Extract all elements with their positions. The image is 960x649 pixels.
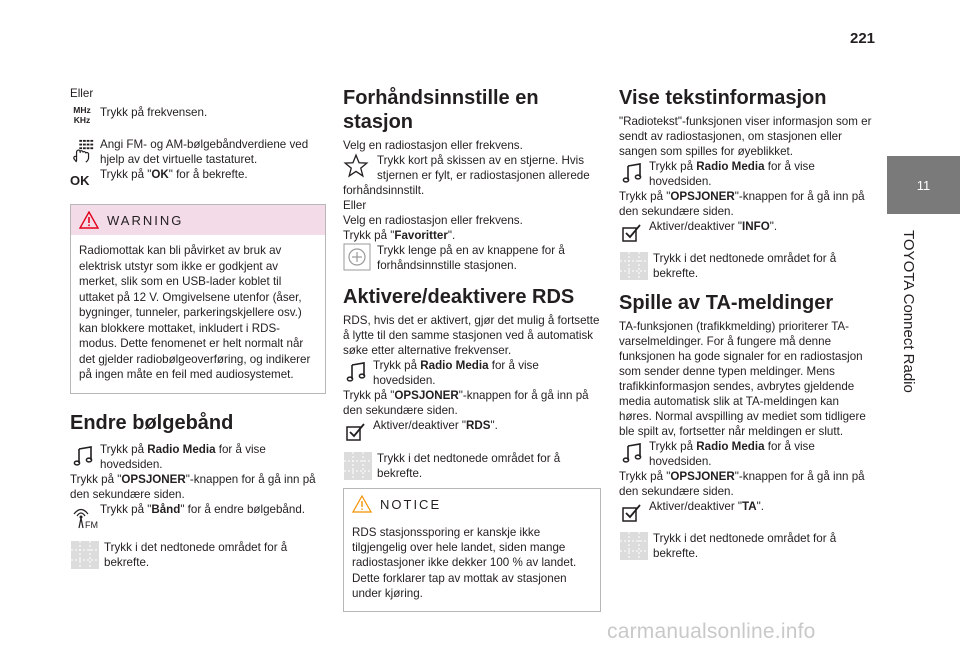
music-note-icon <box>343 360 369 384</box>
keyboard-icon <box>70 139 96 163</box>
column-3 <box>619 86 875 561</box>
checkbox-icon <box>343 420 369 444</box>
preset-intro: Velg en radiostasjon eller frekvens. <box>343 139 523 152</box>
ta-step-radio-media: Trykk på Radio Media for å vise hovedsiden. <box>619 439 875 469</box>
column-1 <box>70 86 326 570</box>
text-info-intro: "Radiotekst"-funksjonen viser informasjon som er sendt av radiostasjonen, om stasjonen eller sangen som spilles for øyeblikket. <box>619 115 872 158</box>
warning-text: Radiomottak kan bli påvirket av bruk av elektrisk utstyr som ikke er godkjent av merket, slik som en USB-lader koblet til uttaket på 12 V. Omgivelsene utenfor (åser, bygninger, tunneler, parkeringskjellere osv.) kan blokkere mottaket, inkludert i RDS-modus. Dette fenomenet er helt normalt når det gjelder radiobølgeoverføring, og indikerer på ingen måte en feil med audiosystemet. <box>79 244 311 381</box>
chapter-label-text: TOYOTA Connect Radio <box>900 230 917 393</box>
text-options-line: Trykk på "OPSJONER"-knappen for å gå inn på den sekundære siden. <box>619 190 865 218</box>
band-options-line: Trykk på "OPSJONER"-knappen for å gå inn på den sekundære siden. <box>70 472 316 501</box>
fm-radio-icon <box>70 502 100 530</box>
text-step-toggle: Aktiver/deaktiver "INFO". <box>619 219 875 245</box>
band-step-radio-media: Trykk på Radio Media for å vise hovedsiden. <box>70 442 326 472</box>
step-keyboard: Angi FM- og AM-bølgebåndverdiene ved hjelp av det virtuelle tastaturet. <box>70 137 326 167</box>
rds-step-confirm: Trykk i det nedtonede området for å bekrefte. <box>343 451 601 481</box>
warning-header <box>71 205 325 235</box>
step-ok: OK Trykk på "OK" for å bekrefte. <box>70 167 326 191</box>
music-note-icon <box>619 161 645 185</box>
mhz-khz-icon: MHz KHz <box>73 105 91 125</box>
rds-options-line: Trykk på "OPSJONER"-knappen for å gå inn på den sekundære siden. <box>343 389 589 417</box>
heading-ta: Spille av TA-meldinger <box>619 292 834 314</box>
notice-triangle-icon <box>352 495 372 513</box>
warning-triangle-icon <box>79 211 99 229</box>
warning-title: WARNING <box>107 212 184 228</box>
heading-band: Endre bølgebånd <box>70 411 234 434</box>
band-step-band: FM Trykk på "Bånd" for å endre bølgebånd. <box>70 502 326 532</box>
rds-intro: RDS, hvis det er aktivert, gjør det mulig å fortsette å lytte til den samme stasjonen ved å automatisk søke etter alternative frekvenser. <box>343 314 600 357</box>
preset-favorites-line: Trykk på "Favoritter". <box>343 229 456 242</box>
rds-step-toggle: Aktiver/deaktiver "RDS". <box>343 418 601 444</box>
text-step-confirm: Trykk i det nedtonede området for å bekrefte. <box>619 251 875 281</box>
fm-icon-label: FM <box>85 519 98 530</box>
notice-header <box>344 489 600 519</box>
page-number: 221 <box>850 30 876 47</box>
eller-text: Eller <box>70 87 94 100</box>
heading-text-info: Vise tekstinformasjon <box>619 87 827 109</box>
preset-eller: Eller <box>343 199 367 212</box>
checkbox-icon <box>619 221 645 245</box>
music-note-icon <box>70 444 96 468</box>
preset-step-longpress: Trykk lenge på en av knappene for å forhåndsinnstille stasjonen. <box>343 243 601 273</box>
notice-title: NOTICE <box>380 496 442 512</box>
music-note-icon <box>619 441 645 465</box>
notice-box <box>343 488 601 612</box>
confirm-area-icon <box>619 251 649 281</box>
star-icon <box>343 153 369 179</box>
band-step-confirm: Trykk i det nedtonede området for å bekrefte. <box>70 540 326 570</box>
confirm-area-icon <box>343 451 373 481</box>
column-2 <box>343 86 601 612</box>
ta-options-line: Trykk på "OPSJONER"-knappen for å gå inn på den sekundære siden. <box>619 470 865 498</box>
chapter-tab[interactable]: 11 <box>887 156 960 214</box>
add-preset-icon <box>343 243 371 271</box>
warning-box <box>70 204 326 394</box>
ok-icon: OK <box>70 173 90 188</box>
heading-preset: Forhåndsinnstille en stasjon <box>343 87 539 133</box>
heading-rds: Aktivere/deaktivere RDS <box>343 286 575 308</box>
notice-text: RDS stasjonssporing er kanskje ikke tilgjengelig over hele landet, siden mange radiostasjoner ikke dekker 100 % av landet. Dette forklarer tap av mottak av stasjonen under kjøring. <box>352 526 577 600</box>
confirm-area-icon <box>70 540 100 570</box>
confirm-area-icon <box>619 531 649 561</box>
ta-step-confirm: Trykk i det nedtonede området for å bekrefte. <box>619 531 875 561</box>
checkbox-icon <box>619 501 645 525</box>
rds-step-radio-media: Trykk på Radio Media for å vise hovedsiden. <box>343 358 601 388</box>
watermark: carmanualsonline.info <box>607 620 816 643</box>
ta-intro: TA-funksjonen (trafikkmelding) prioriterer TA-varselmeldinger. For å fungere må denne funksjonen ha gode signaler for en radiostasjon som sender denne typen meldinger. Mens trafikkinformasjon sendes, avbrytes gjeldende media automatisk slik at TA-meldingen kan høres. Normal avspilling av mediet som tidligere ble spilt av, fortsetter når meldingen er slutt. <box>619 320 866 438</box>
preset-intro-2: Velg en radiostasjon eller frekvens. <box>343 214 523 227</box>
ta-step-toggle: Aktiver/deaktiver "TA". <box>619 499 875 525</box>
chapter-label <box>893 230 917 530</box>
preset-step-star: Trykk kort på skissen av en stjerne. Hvis stjernen er fylt, er radiostasjonen allerede forhåndsinnstilt. <box>343 154 590 197</box>
text-step-radio-media: Trykk på Radio Media for å vise hovedsiden. <box>619 159 875 189</box>
step-frequency: MHz KHz Trykk på frekvensen. <box>70 105 326 129</box>
